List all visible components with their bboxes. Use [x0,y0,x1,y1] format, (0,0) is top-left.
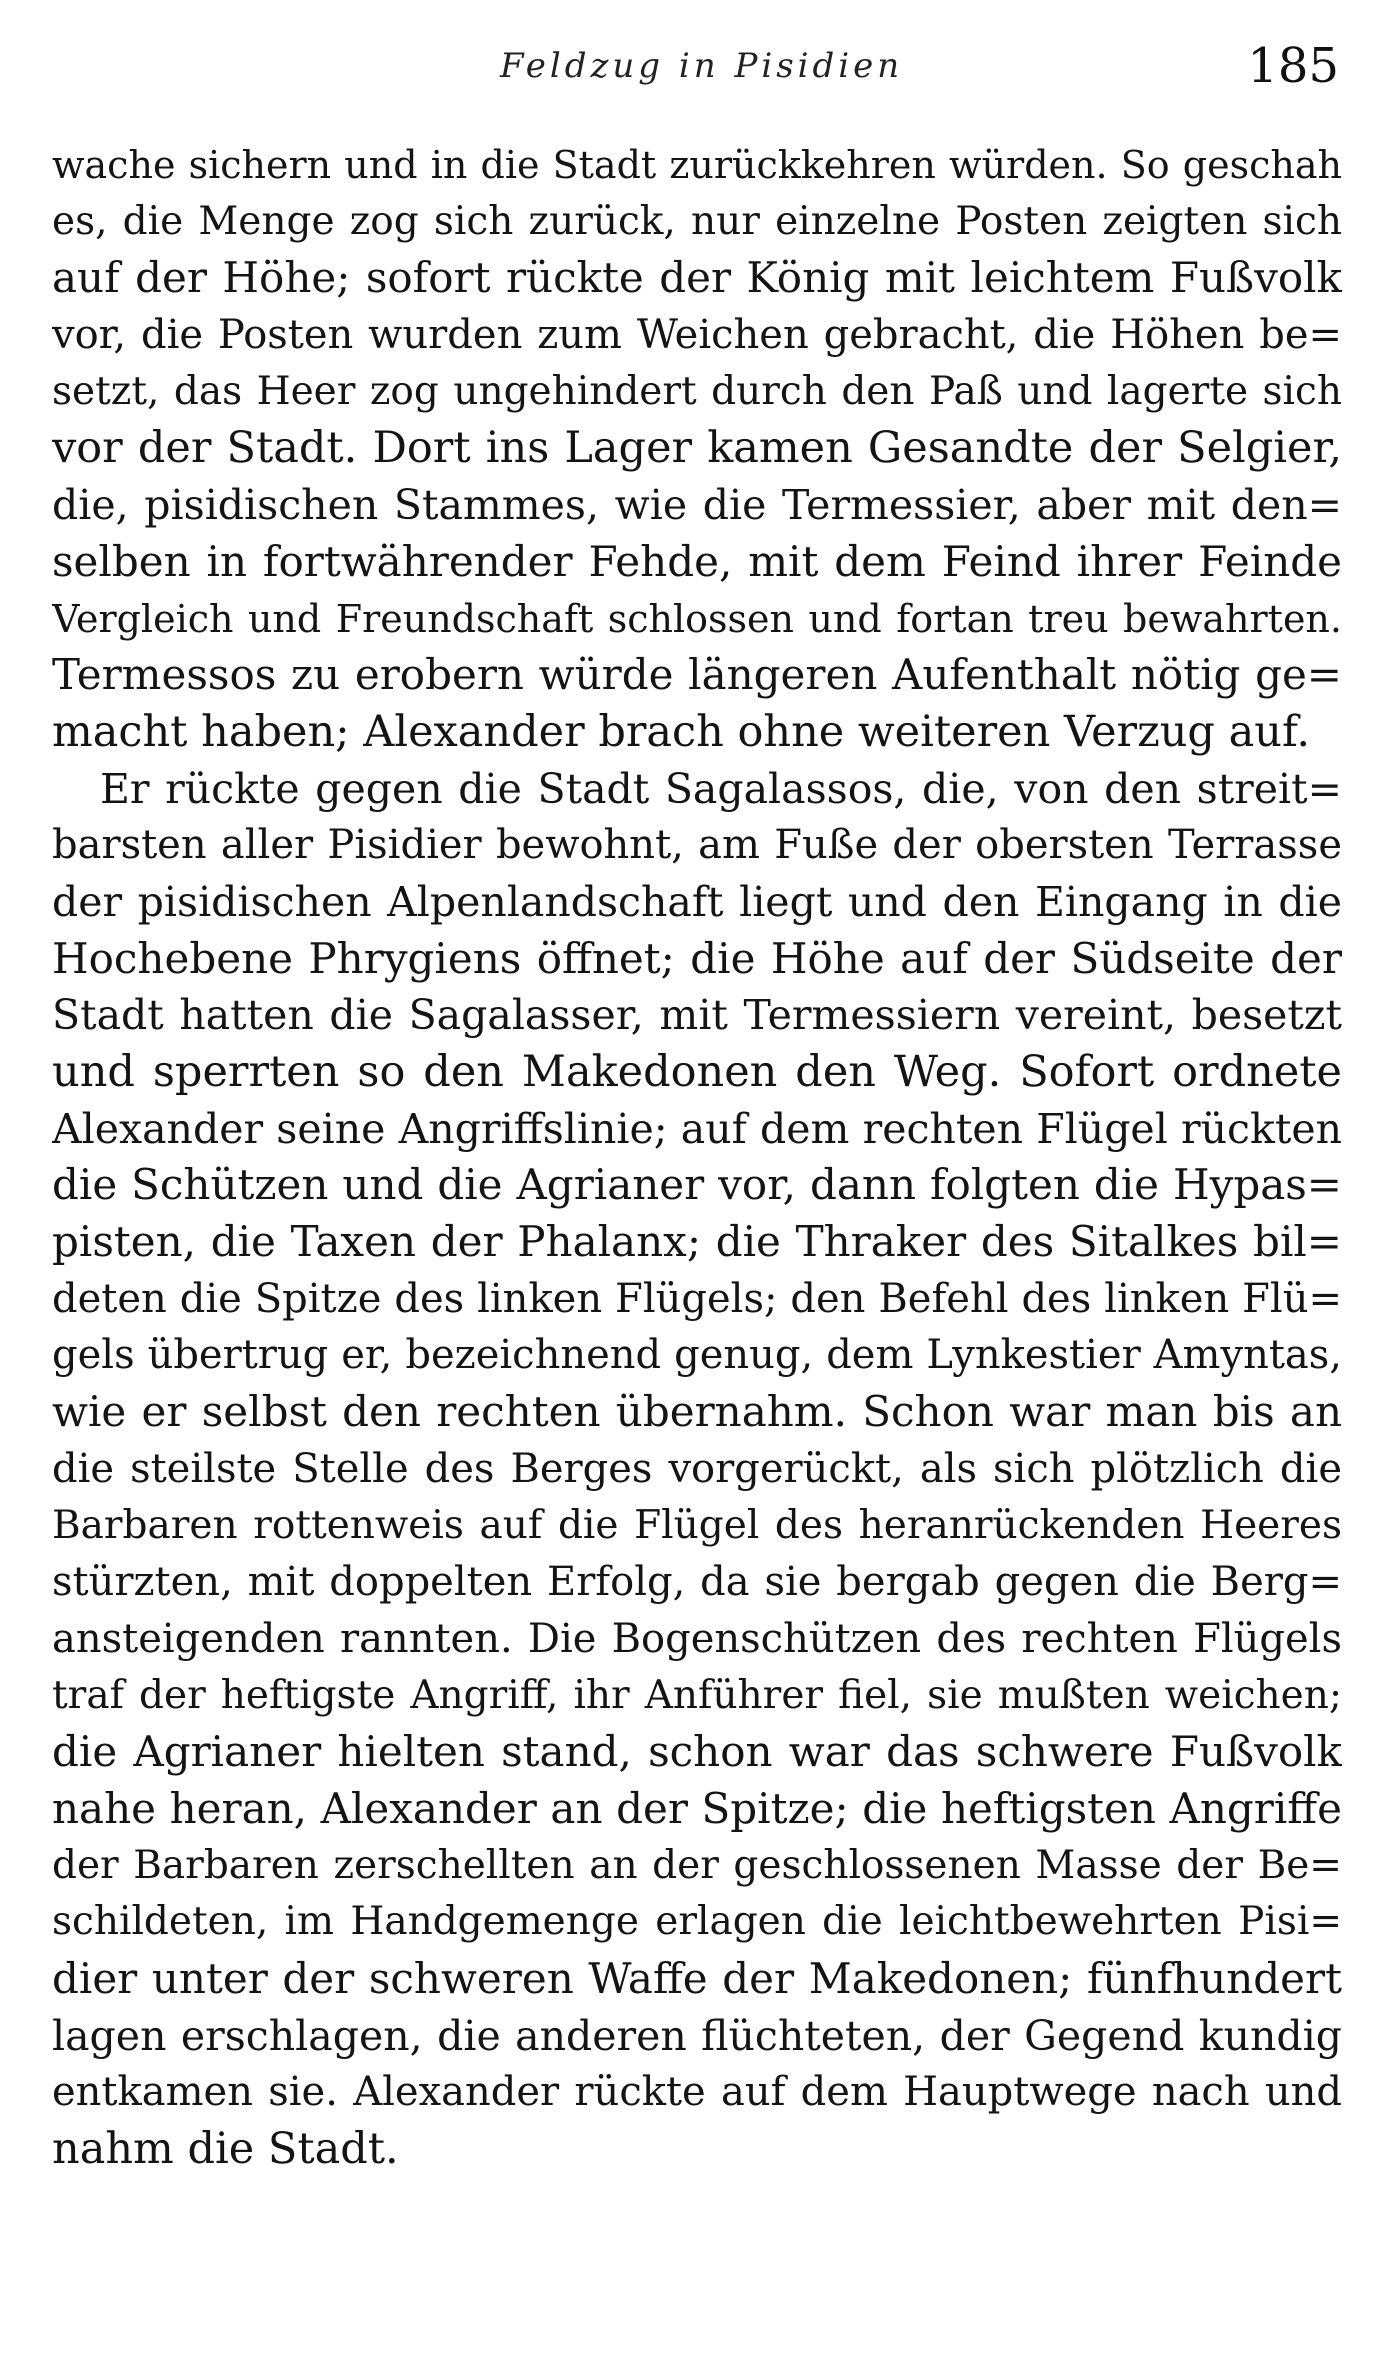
text-line: Stadt hatten die Sagalasser, mit Termessiern vereint, besetzt [52,991,1342,1040]
text-line: deten die Spitze des linken Flügels; den Befehl des linken Flü= [52,1275,1342,1322]
text-line: stürzten, mit doppelten Erfolg, da sie bergab gegen die Berg= [52,1559,1342,1606]
text-line: der Barbaren zerschellten an der geschlossenen Masse der Be= [52,1842,1342,1888]
text-line: Vergleich und Freundschaft schlossen und fortan treu bewahrten. [52,596,1342,641]
text-line: Termessos zu erobern würde längeren Aufenthalt nötig ge= [52,650,1342,700]
text-line: barsten aller Pisidier bewohnt, am Fuße der obersten Terrasse [52,822,1342,869]
text-line: setzt, das Heer zog ungehindert durch den Paß und lagerte sich [52,368,1342,414]
text-line: nahe heran, Alexander an der Spitze; die heftigsten Angriffe [52,1783,1342,1833]
text-line: auf der Höhe; sofort rückte der König mit leichtem Fußvolk [52,253,1342,303]
text-line: gels übertrug er, bezeichnend genug, dem Lynkestier Amyntas, [52,1332,1342,1379]
running-head [0,38,1399,98]
text-line: die, pisidischen Stammes, wie die Termessier, aber mit den= [52,481,1342,530]
text-line: ansteigenden rannten. Die Bogenschützen des rechten Flügels [52,1615,1342,1662]
text-line: entkamen sie. Alexander rückte auf dem Hauptwege nach und [52,2069,1342,2116]
text-line: die Agrianer hielten stand, schon war das schwere Fußvolk [52,1727,1342,1777]
text-line: die Schützen und die Agrianer vor, dann folgten die Hypas= [52,1160,1342,1210]
body-text [52,137,1342,2178]
text-line: vor, die Posten wurden zum Weichen gebracht, die Höhen be= [52,312,1342,359]
text-line: und sperrten so den Makedonen den Weg. Sofort ordnete [52,1047,1342,1097]
text-line: Alexander seine Angriffslinie; auf dem rechten Flügel rückten [52,1104,1342,1153]
text-line: Hochebene Phrygiens öffnet; die Höhe auf der Südseite der [52,933,1342,983]
text-line: es, die Menge zog sich zurück, nur einzelne Posten zeigten sich [52,198,1342,244]
text-line: pisten, die Taxen der Phalanx; die Thraker des Sitalkes bil= [52,1217,1342,1267]
text-line: Barbaren rottenweis auf die Flügel des heranrückenden Heeres [52,1502,1342,1548]
text-line: traf der heftigste Angriff, ihr Anführer fiel, sie mußten weichen; [52,1672,1342,1718]
text-line: der pisidischen Alpenlandschaft liegt und den Eingang in die [52,877,1342,926]
text-line: schildeten, im Handgemenge erlagen die leichtbewehrten Pisi= [52,1899,1342,1945]
text-line: dier unter der schweren Waffe der Makedonen; fünfhundert [52,1954,1342,2003]
text-line: macht haben; Alexander brach ohne weiteren Verzug auf. [52,706,1311,757]
text-line: wache sichern und in die Stadt zurückkehren würden. So geschah [52,143,1342,187]
paragraph-start-line: Er rückte gegen die Stadt Sagalassos, die, von den streit= [100,764,1342,813]
text-line: nahm die Stadt. [52,2124,399,2175]
text-line: vor der Stadt. Dort ins Lager kamen Gesandte der Selgier, [52,423,1342,474]
text-line: lagen erschlagen, die anderen flüchteten, der Gegend kundig [52,2011,1342,2060]
text-line: wie er selbst den rechten übernahm. Schon war man bis an [52,1387,1342,1437]
page-number: 185 [1247,38,1339,94]
running-title: Feldzug in Pisidien [500,46,904,86]
text-line: selben in fortwährender Fehde, mit dem Feind ihrer Feinde [52,536,1342,586]
text-line: die steilste Stelle des Berges vorgerückt, als sich plötzlich die [52,1445,1342,1492]
